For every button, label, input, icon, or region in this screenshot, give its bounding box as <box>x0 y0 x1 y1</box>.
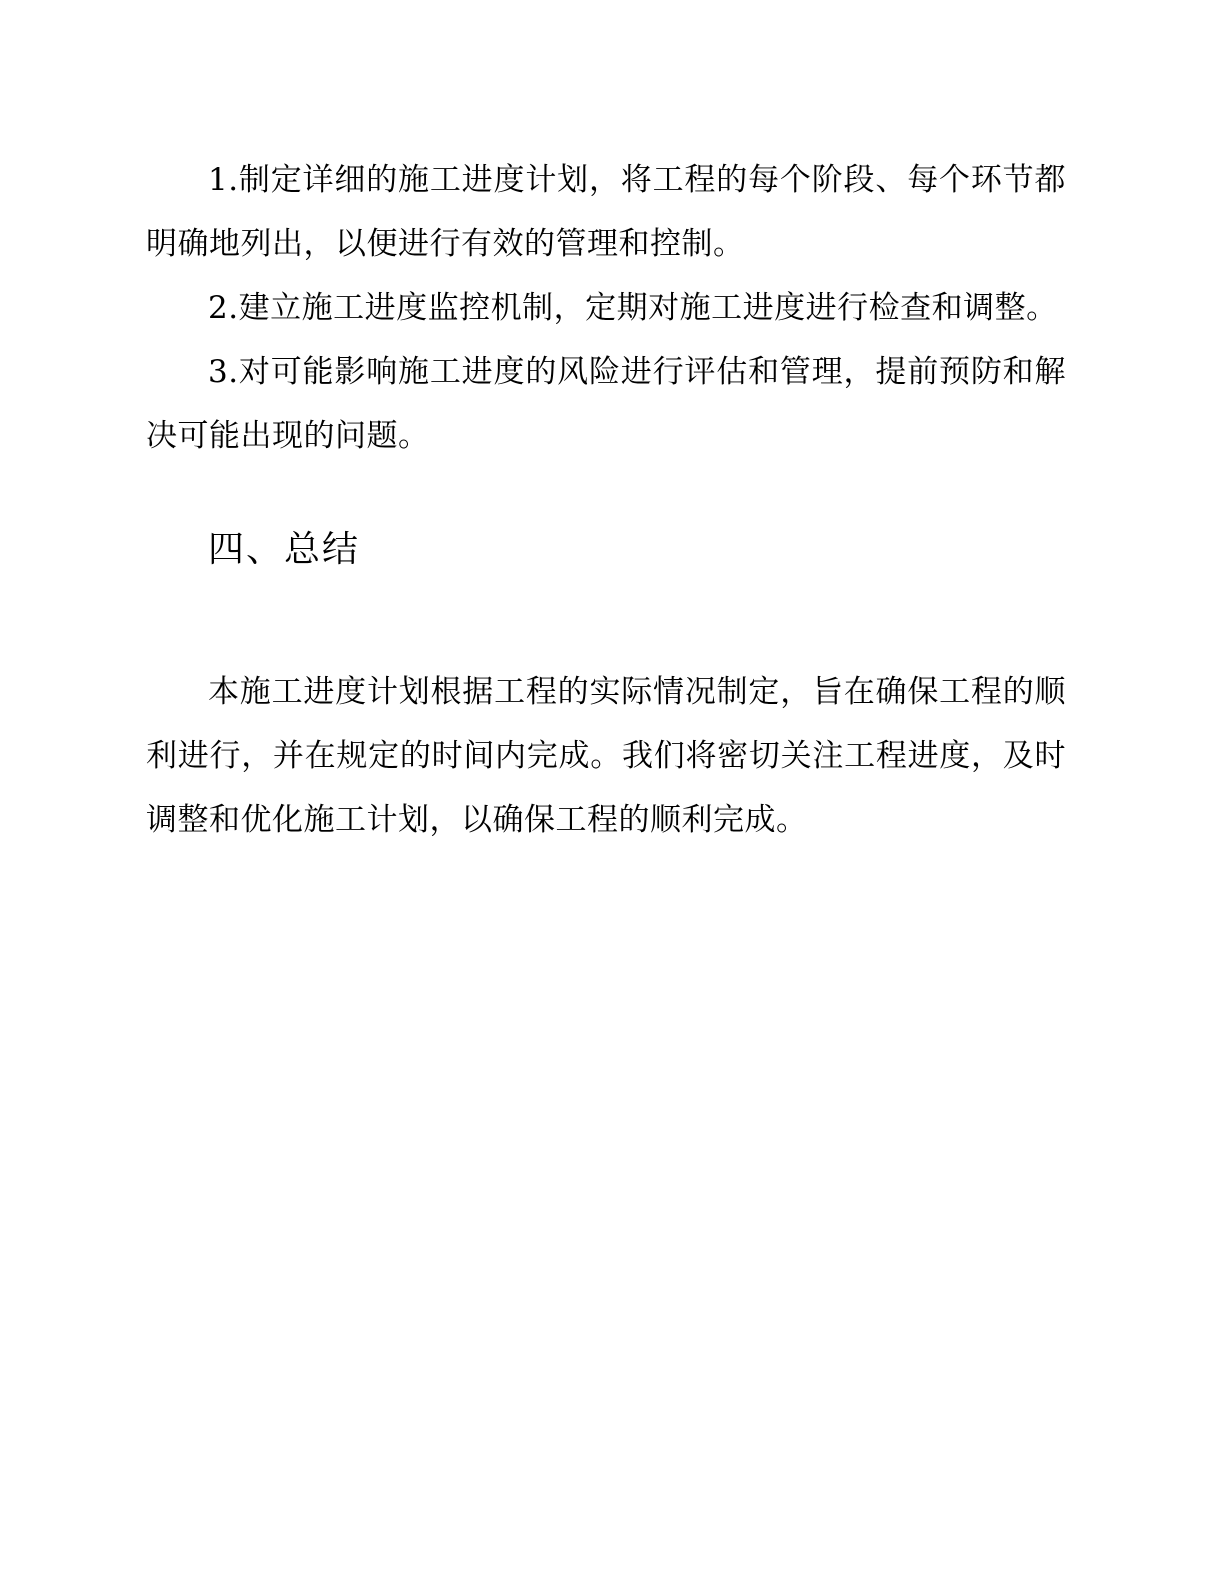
paragraph-item-3: 3.对可能影响施工进度的风险进行评估和管理，提前预防和解决可能出现的问题。 <box>146 354 1066 454</box>
paragraph-item-2: 2.建立施工进度监控机制，定期对施工进度进行检查和调整。 <box>208 290 1058 326</box>
summary-paragraph: 本施工进度计划根据工程的实际情况制定，旨在确保工程的顺利进行，并在规定的时间内完成。我们将密切关注工程进度，及时调整和优化施工计划，以确保工程的顺利完成。 <box>146 674 1066 838</box>
paragraph-item-1: 1.制定详细的施工进度计划，将工程的每个阶段、每个环节都明确地列出，以便进行有效的管理和控制。 <box>146 162 1066 262</box>
section-heading: 四、总结 <box>208 529 361 570</box>
document-content <box>146 148 1066 852</box>
